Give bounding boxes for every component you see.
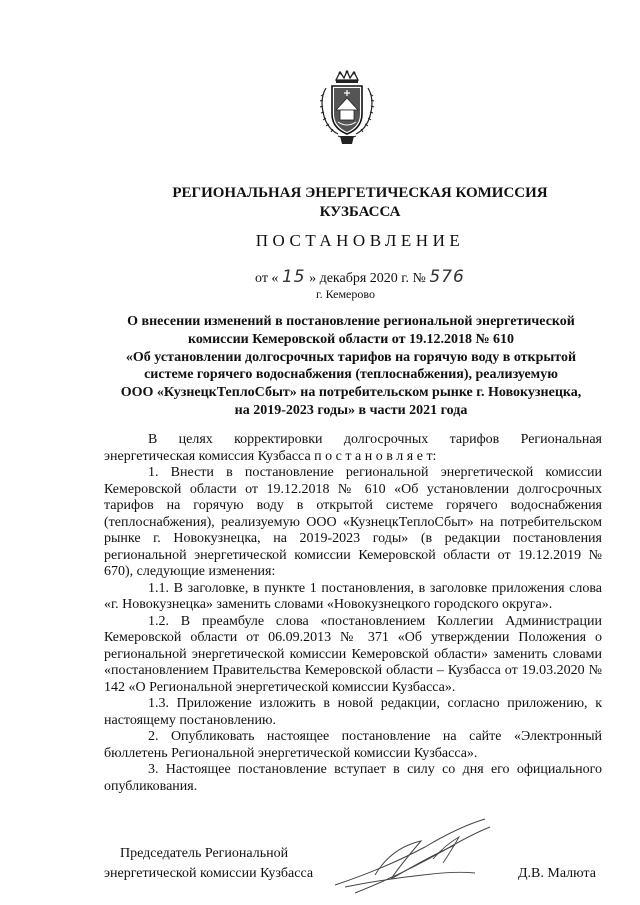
title-line: О внесении изменений в постановление региональной энергетической — [127, 314, 575, 329]
clause-1-2: 1.2. В преамбуле слова «постановлением Коллегии Администрации Кемеровской области от 06.09.2013 № 371 «Об утверждении Положения о региональной энергетической комиссии Кемеровской области» заменить словами «постановлением Правительства Кемеровской области – Кузбасса от 19.03.2020 № 142 «О Региональной энергетической комиссии Кузбасса». — [104, 613, 602, 695]
signatory-position-line2: энергетической комиссии Кузбасса — [104, 866, 314, 881]
document-body — [104, 432, 602, 795]
clause-1-1: 1.1. В заголовке, в пункте 1 постановления, в заголовке приложения слова «г. Новокузнецка» заменить словами «Новокузнецкого городского округа». — [104, 580, 602, 612]
kuzbass-coat-of-arms-icon — [318, 70, 376, 148]
document-title — [96, 313, 606, 420]
organization-name-line2: КУЗБАССА — [319, 204, 401, 220]
title-line: на 2019-2023 годы» в части 2021 года — [234, 402, 468, 418]
clause-3: 3. Настоящее постановление вступает в силу со дня его официального опубликования. — [104, 762, 602, 794]
preamble-paragraph: В целях корректировки долгосрочных тарифов Региональная энергетическая комиссия Кузбасса п о с т а н о в л я е т: — [104, 432, 602, 464]
clause-1-3: 1.3. Приложение изложить в новой редакции, согласно приложению, к настоящему постановлению. — [104, 696, 602, 728]
handwritten-signature-icon — [325, 815, 495, 900]
date-middle: » декабря 2020 г. № — [309, 271, 426, 286]
clause-1: 1. Внести в постановление региональной энергетической комиссии Кемеровской области от 19.12.2018 № 610 «Об установлении долгосрочных тарифов на горячую воду в открытой системе горячего водоснабжения (теплоснабжения), реализуемую ООО «КузнецкТеплоСбыт» на потребительском рынке г. Новокузнецка, на 2019-2023 годы» (в редакции постановления региональной энергетической комиссии Кемеровской области от 19.12.2019 № 670), следующие изменения: — [104, 465, 602, 579]
title-line: ООО «КузнецкТеплоСбыт» на потребительском рынке г. Новокузнецка, — [120, 385, 582, 401]
title-line: «Об установлении долгосрочных тарифов на горячую воду в открытой — [125, 349, 577, 365]
document-type: ПОСТАНОВЛЕНИЕ — [255, 231, 465, 250]
handwritten-number: 576 — [429, 267, 465, 287]
date-prefix: от « — [255, 271, 279, 286]
signatory-position-line1: Председатель Региональной — [120, 846, 289, 861]
clause-2: 2. Опубликовать настоящее постановление на сайте «Электронный бюллетень Региональной энергетической комиссии Кузбасса». — [104, 729, 602, 761]
title-line: комиссии Кемеровской области от 19.12.2018 № 610 — [187, 331, 515, 347]
organization-name-line1: РЕГИОНАЛЬНАЯ ЭНЕРГЕТИЧЕСКАЯ КОМИССИЯ — [172, 185, 548, 201]
city: г. Кемерово — [316, 287, 375, 301]
organization-name — [150, 184, 570, 222]
handwritten-day: 15 — [281, 267, 306, 287]
signatory-name: Д.В. Малюта — [518, 866, 596, 881]
date-number-line — [255, 267, 465, 287]
title-line: системе горячего водоснабжения (теплоснабжения), реализуемую — [144, 367, 558, 383]
